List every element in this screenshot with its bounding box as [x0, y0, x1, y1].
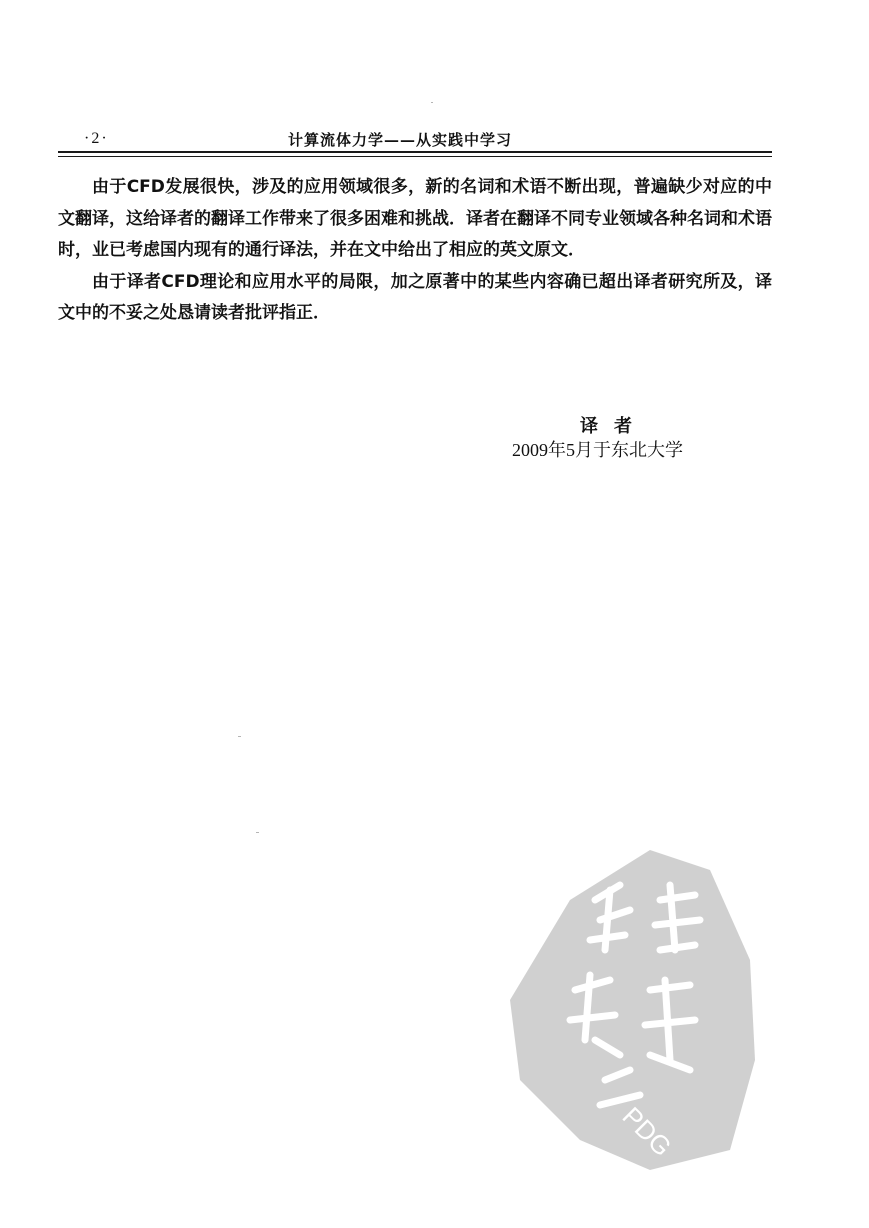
signature-name: 译者: [580, 416, 648, 437]
paragraph-1: 由于CFD发展很快，涉及的应用领域很多，新的名词和术语不断出现，普遍缺少对应的中文翻译，这给译者的翻译工作带来了很多困难和挑战．译者在翻译不同专业领域各种名词和术语时，业已考虑国内现有的通行译法，并在文中给出了相应的英文原文．: [58, 177, 772, 260]
stamp-pdg-text: PDG: [616, 1100, 678, 1163]
scan-speck-3: [431, 102, 433, 103]
page-number: ·2·: [84, 130, 109, 147]
paragraph-2: 由于译者CFD理论和应用水平的局限，加之原著中的某些内容确已超出译者研究所及，译文中的不妥之处恳请读者批评指正．: [58, 271, 772, 323]
scan-speck-2: [256, 832, 259, 833]
header-rule-thin: [58, 156, 772, 157]
pdg-watermark-stamp: [500, 840, 760, 1170]
scan-speck-1: [238, 736, 241, 737]
body-text: [58, 172, 772, 330]
running-title: 计算流体力学——从实践中学习: [288, 131, 513, 149]
signature-date: 2009年5月于东北大学: [512, 440, 683, 460]
header-rule-thick: [58, 151, 772, 153]
